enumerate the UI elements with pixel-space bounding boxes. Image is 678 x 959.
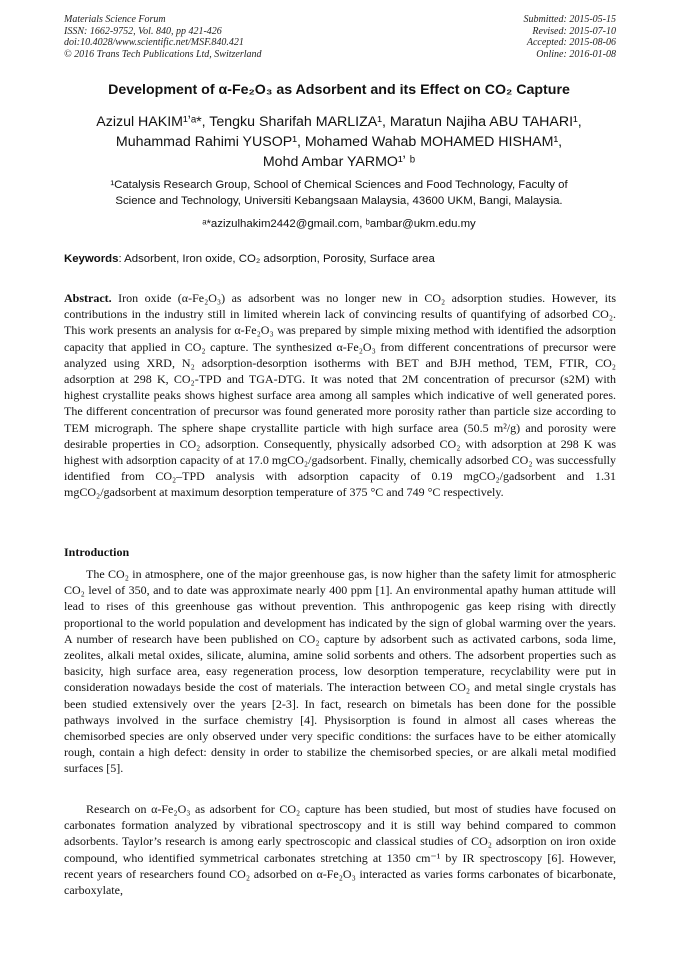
body-paragraph: The CO₂ in atmosphere, one of the major greenhouse gas, is now higher than the safety limit for atmospheric CO₂ level of 350, and to date was approximate nearly 400 ppm [1]. An environmental apathy human attitude will lead to rises of this greenhouse gas without prevention. This anthropogenic gas keep rising with directly proportional to the world population and development has indicated by the sign of global warming over the years. A number of research have been published on CO₂ capture by adsorbent such as activated carbons, soda lime, zeolites, alkali metal oxides, silicate, alumina, amine solid sorbents and others. The adsorbent properties such as basicity, high surface area, easy regeneration process, low desorption temperature, recyclability were put in consideration nowadays beside the cost of materials. The interaction between CO₂ and metal single crystals has been studied extensively over the years [2-3]. In fact, research on bimetals has been done for the possible pathways involved in the surface chemistry [4]. Physisorption is found in almost all cases whereas the chemisorbed species are only observed under very specific conditions: the surfaces have to be either atomically rough, contain a high defect: density in order to stabilize the chemisorbed species, or are alkali metal modified surfaces [5]. — [64, 567, 616, 776]
author-line: Mohd Ambar YARMO¹ʼ ᵇ — [262, 154, 416, 170]
journal-copyright: © 2016 Trans Tech Publications Ltd, Switzerland — [64, 48, 262, 60]
journal-info — [64, 14, 262, 60]
abstract-label: Abstract. — [64, 291, 112, 305]
abstract-text: Iron oxide (α-Fe₂O₃) as adsorbent was no longer new in CO₂ adsorption studies. However, its contributions in the industry still in limited wherein lack of convincing results of quantifying of adsorbed CO₂. This work presents an analysis for α-Fe₂O₃ was prepared by simple mixing method with identified the adsorption capacity that applied in CO₂ capture. The synthesized α-Fe₂O₃ from different concentrations of precursor were analyzed using XRD, N₂ adsorption-desorption isotherms with BET and BJH method, TEM, FTIR, CO₂ adsorption at 298 K, CO₂-TPD and TGA-DTG. It was noted that 2M concentration of precursor (s2M) with highest crystallite peaks shows highest surface area among all samples which indicative of well generated pores. The different concentration of precursor was found generated more porosity rather than particle size according to TEM micrograph. The sphere shape crystallite particle with high surface area (50.5 m²/g) and porosity were desirable properties in CO₂ adsorption. Consequently, physically adsorbed CO₂ with adsorption at 298 K was highest with adsorption capacity of at 17.0 mgCO₂/gadsorbent. Finally, chemically adsorbed CO₂ was successfully identified from CO₂–TPD analysis with adsorption capacity of 0.19 mgCO₂/gadsorbent and 1.31 mgCO₂/gadsorbent at maximum desorption temperature of 375 °C and 749 °C respectively. — [64, 291, 616, 500]
journal-doi: doi:10.4028/www.scientific.net/MSF.840.421 — [64, 37, 244, 48]
author-line: Azizul HAKIM¹ʼᵃ*, Tengku Sharifah MARLIZA¹, Maratun Najiha ABU TAHARI¹, — [96, 114, 582, 130]
date-accepted: Accepted: 2015-08-06 — [526, 37, 616, 48]
author-emails: ᵃ*azizulhakim2442@gmail.com, ᵇambar@ukm.edu.my — [202, 218, 476, 230]
affiliation — [60, 177, 618, 209]
author-list — [30, 112, 648, 172]
keywords — [64, 253, 616, 265]
section-heading: Introduction — [64, 545, 130, 559]
keywords-text: : Adsorbent, Iron oxide, CO₂ adsorption, Porosity, Surface area — [118, 253, 435, 265]
date-revised: Revised: 2015-07-10 — [532, 25, 616, 37]
affiliation-line: ¹Catalysis Research Group, School of Chemical Sciences and Food Technology, Faculty of — [110, 179, 568, 191]
publication-dates — [524, 14, 617, 60]
affiliation-line: Science and Technology, Universiti Kebangsaan Malaysia, 43600 UKM, Bangi, Malaysia. — [115, 195, 563, 207]
journal-issn: ISSN: 1662-9752, Vol. 840, pp 421-426 — [64, 25, 222, 37]
date-submitted: Submitted: 2015-05-15 — [523, 14, 616, 25]
journal-header — [64, 14, 616, 66]
keywords-label: Keywords — [64, 253, 119, 265]
abstract — [64, 290, 616, 501]
paper-title: Development of α-Fe₂O₃ as Adsorbent and its Effect on CO₂ Capture — [108, 82, 570, 98]
author-line: Muhammad Rahimi YUSOP¹, Mohamed Wahab MOHAMED HISHAM¹, — [115, 134, 563, 150]
journal-name: Materials Science Forum — [64, 14, 166, 25]
body-paragraph: Research on α-Fe₂O₃ as adsorbent for CO₂ capture has been studied, but most of studies have focused on carbonates formation analyzed by vibrational spectroscopy and it is still way behind compared to common adsorbents. Taylor’s research is among early spectroscopic and classical studies of CO₂ adsorption on iron oxide compound, who identified symmetrical carbonates stretching at 1350 cm⁻¹ by IR spectroscopy [6]. However, recent years of researchers found CO₂ adsorbed on α-Fe₂O₃ interacted as varies forms carbonates of bicarbonate, carboxylate, — [64, 802, 616, 898]
date-online: Online: 2016-01-08 — [536, 48, 616, 60]
